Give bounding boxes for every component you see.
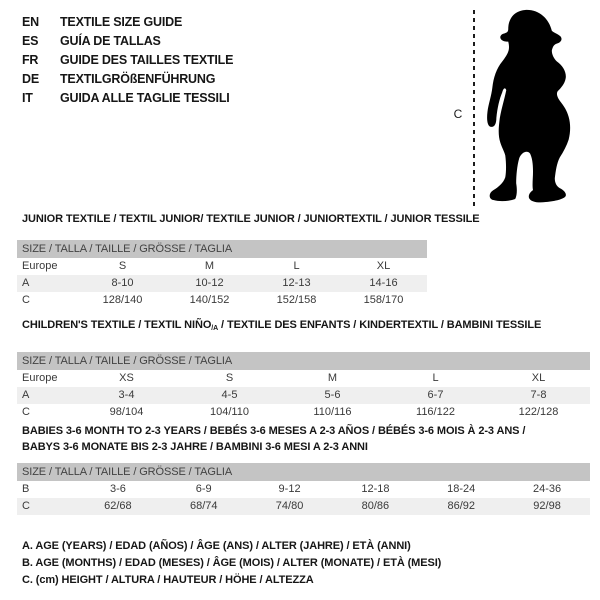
table-cell: XL — [376, 260, 391, 272]
table-cell: XS — [119, 372, 134, 384]
table-row-label: A — [22, 277, 30, 289]
language-code: IT — [22, 91, 33, 105]
language-row — [22, 70, 233, 89]
table-cell: L — [293, 260, 300, 272]
table-row-label: Europe — [22, 260, 58, 272]
language-row — [22, 32, 233, 51]
table-title-part: BABYS 3-6 MONATE BIS 2-3 JAHRE / BAMBINI 3-6 MESI A 2-3 ANNI — [22, 441, 368, 453]
language-row — [22, 13, 233, 32]
table-cell: 62/68 — [104, 500, 132, 512]
language-code: DE — [22, 72, 39, 86]
language-guide-title: TEXTILE SIZE GUIDE — [60, 15, 183, 29]
language-row — [22, 89, 233, 108]
table-row — [17, 258, 427, 275]
table-title-part: /A — [211, 325, 219, 332]
table-cell: 110/116 — [313, 406, 352, 418]
table-title — [17, 317, 590, 337]
table-row — [17, 370, 590, 387]
table-cell: 98/104 — [109, 406, 144, 418]
table-cell: S — [118, 260, 127, 272]
table-cell: M — [327, 372, 338, 384]
table-cell: 6-7 — [427, 389, 444, 401]
table-cell: 92/98 — [533, 500, 561, 512]
table-cell: S — [225, 372, 234, 384]
table-cell: 8-10 — [111, 277, 134, 289]
language-code: ES — [22, 34, 39, 48]
height-measure-dashed-line — [473, 10, 475, 206]
table-cell: 128/140 — [102, 294, 143, 306]
language-code: EN — [22, 15, 39, 29]
language-guide-title: GUIDA ALLE TAGLIE TESSILI — [60, 91, 230, 105]
table-row — [17, 387, 590, 404]
footnote-line: B. AGE (MONTHS) / EDAD (MESES) / ÂGE (MOIS) / ALTER (MONATE) / ETÀ (MESI) — [22, 557, 442, 569]
table-cell: 18-24 — [447, 483, 476, 495]
table-title — [17, 211, 480, 227]
table-title-part: JUNIOR TEXTILE / TEXTIL JUNIOR/ TEXTILE JUNIOR / JUNIORTEXTIL / JUNIOR TESSILE — [22, 213, 480, 225]
table-cell: 152/158 — [276, 294, 317, 306]
language-code: FR — [22, 53, 39, 67]
table-row-label: Europe — [22, 372, 58, 384]
table-cell: 80/86 — [361, 500, 390, 512]
table-cell: 6-9 — [195, 483, 212, 495]
table-cell: 74/80 — [275, 500, 304, 512]
table-cell: 104/110 — [210, 406, 249, 418]
footnote-line: A. AGE (YEARS) / EDAD (AÑOS) / ÂGE (ANS) / ALTER (JAHRE) / ETÀ (ANNI) — [22, 540, 411, 552]
table-cell: 5-6 — [324, 389, 341, 401]
table-cell: M — [204, 260, 215, 272]
table-cell: 12-13 — [282, 277, 311, 289]
table-cell: 9-12 — [278, 483, 301, 495]
table-cell: 24-36 — [532, 483, 562, 495]
table-title — [17, 423, 590, 455]
table-row — [17, 481, 590, 498]
table-title-part: / TEXTILE DES ENFANTS / KINDERTEXTIL / BAMBINI TESSILE — [218, 319, 542, 331]
table-cell: 116/122 — [416, 406, 455, 418]
language-guide-title: GUIDE DES TAILLES TEXTILE — [60, 53, 234, 67]
table-size-header: SIZE / TALLA / TAILLE / GRÖSSE / TAGLIA — [17, 463, 590, 481]
table-size-header: SIZE / TALLA / TAILLE / GRÖSSE / TAGLIA — [17, 352, 590, 370]
table-cell: 10-12 — [195, 277, 224, 289]
language-row — [22, 51, 233, 70]
table-cell: 68/74 — [189, 500, 218, 512]
baby-silhouette-icon — [486, 5, 582, 205]
table-row-label: C — [22, 406, 30, 418]
table-cell: 86/92 — [447, 500, 475, 512]
table-cell: 122/128 — [518, 406, 559, 418]
table-cell: 3-6 — [109, 483, 126, 495]
language-guide-title: GUÍA DE TALLAS — [60, 34, 161, 48]
footnote-line: C. (cm) HEIGHT / ALTURA / HAUTEUR / HÖHE / ALTEZZA — [22, 574, 314, 586]
language-title-block — [22, 13, 233, 108]
table-cell: 3-4 — [118, 389, 135, 401]
table-title-part: CHILDREN'S TEXTILE / TEXTIL NIÑO — [22, 319, 212, 331]
table-cell: 14-16 — [369, 277, 398, 289]
babies-textile-table — [17, 423, 590, 515]
children-textile-table — [17, 317, 590, 421]
footnotes — [22, 538, 441, 589]
table-row-label: A — [22, 389, 30, 401]
table-size-header: SIZE / TALLA / TAILLE / GRÖSSE / TAGLIA — [17, 240, 427, 258]
table-row-label: C — [22, 500, 30, 512]
language-guide-title: TEXTILGRÖßENFÜHRUNG — [60, 72, 216, 86]
table-row-label: B — [22, 483, 30, 495]
table-row-label: C — [22, 294, 30, 306]
table-row — [17, 404, 590, 421]
table-row — [17, 498, 590, 515]
table-cell: 140/152 — [189, 294, 230, 306]
table-cell: 12-18 — [361, 483, 390, 495]
table-cell: L — [432, 372, 439, 384]
table-row — [17, 275, 427, 292]
table-cell: 158/170 — [363, 294, 404, 306]
height-measure-label: C — [453, 107, 463, 121]
junior-textile-table — [17, 211, 480, 309]
table-title-part: BABIES 3-6 MONTH TO 2-3 YEARS / BEBÉS 3-6 MESES A 2-3 AÑOS / BÉBÉS 3-6 MOIS À 2-3 ANS / — [22, 425, 526, 437]
table-cell: XL — [531, 372, 546, 384]
table-row — [17, 292, 427, 309]
table-cell: 4-5 — [221, 389, 238, 401]
table-cell: 7-8 — [530, 389, 547, 401]
